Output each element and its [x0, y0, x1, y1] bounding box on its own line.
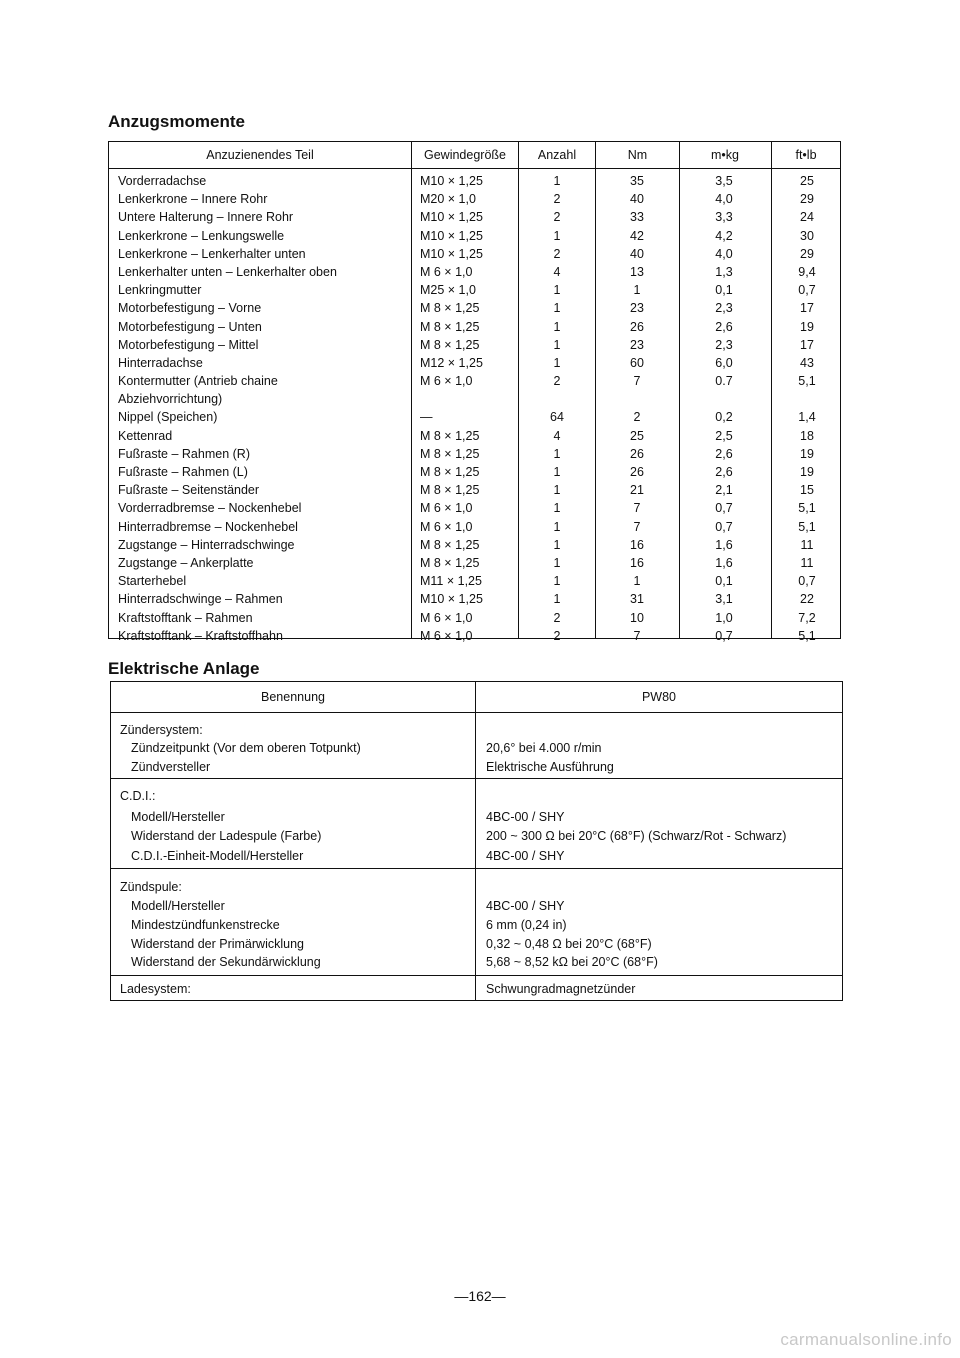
torque-mkg: 2,6: [715, 319, 733, 334]
quantity: 1: [553, 355, 561, 370]
torque-section-title: Anzugsmomente: [108, 112, 245, 131]
quantity: 2: [553, 628, 561, 643]
quantity: 1: [553, 592, 561, 607]
part-name: Starterhebel: [118, 574, 187, 589]
coil-secondary-label: Widerstand der Sekundärwicklung: [131, 955, 321, 969]
torque-ftlb: 19: [800, 319, 814, 334]
part-name: Kettenrad: [118, 428, 173, 443]
table-row: [109, 408, 840, 426]
cdi-unit-label: C.D.I.-Einheit-Modell/Hersteller: [131, 849, 304, 863]
row-divider: [111, 778, 842, 779]
torque-ftlb: 19: [800, 446, 814, 461]
table-row: [109, 299, 840, 317]
table-row: [109, 208, 840, 226]
torque-nm: 33: [630, 210, 644, 225]
torque-nm: 2: [633, 410, 641, 425]
thread-size: M10 × 1,25: [420, 246, 483, 261]
table-row: [109, 190, 840, 208]
ignition-timing-label: Zündzeitpunkt (Vor dem oberen Totpunkt): [131, 741, 361, 755]
watermark: carmanualsonline.info: [780, 1330, 952, 1349]
thread-size: M 8 × 1,25: [420, 428, 480, 443]
row-divider: [111, 712, 842, 713]
torque-mkg: 4,2: [715, 228, 733, 243]
cdi-model-label: Modell/Hersteller: [131, 810, 225, 824]
torque-nm: 23: [630, 301, 644, 316]
torque-mkg: 3,5: [715, 174, 733, 188]
part-name: Kraftstofftank – Kraftstoffhahn: [118, 628, 283, 643]
thread-size: M 6 × 1,0: [420, 628, 473, 643]
thread-size: M 8 × 1,25: [420, 337, 480, 352]
torque-nm: 25: [630, 428, 644, 443]
coil-model-value: 4BC-00 / SHY: [486, 899, 565, 913]
torque-ftlb: 17: [800, 337, 814, 352]
header-part: Anzuzienendes Teil: [206, 148, 314, 162]
thread-size: M 8 × 1,25: [420, 465, 480, 479]
part-name: Lenkerhalter unten – Lenkerhalter oben: [118, 264, 337, 279]
torque-mkg: 1,6: [715, 537, 733, 552]
part-name: Fußraste – Rahmen (R): [118, 446, 250, 461]
part-name: Motorbefestigung – Vorne: [118, 301, 262, 316]
cdi-unit-value: 4BC-00 / SHY: [486, 849, 565, 863]
quantity: 1: [553, 301, 561, 316]
group-charging-name: Ladesystem:: [120, 982, 191, 996]
thread-size: M 6 × 1,0: [420, 610, 473, 625]
thread-size: M12 × 1,25: [420, 355, 483, 370]
torque-ftlb: 5,1: [798, 519, 816, 534]
quantity: 1: [553, 519, 561, 534]
torque-nm: 1: [633, 283, 641, 298]
header-model: PW80: [641, 690, 677, 704]
quantity: 2: [553, 610, 561, 625]
quantity: 1: [553, 174, 561, 188]
torque-mkg: 0,1: [715, 574, 733, 589]
quantity: 1: [553, 337, 561, 352]
quantity: 4: [553, 428, 561, 443]
torque-nm: 7: [633, 374, 641, 389]
quantity: 2: [553, 246, 561, 261]
torque-nm: 40: [630, 192, 644, 207]
torque-nm: 40: [630, 246, 644, 261]
ignition-advancer-label: Zündversteller: [131, 760, 211, 774]
part-name: Kraftstofftank – Rahmen: [118, 610, 253, 625]
quantity: 1: [553, 483, 561, 498]
torque-mkg: 0,1: [715, 283, 733, 298]
ignition-advancer-value: Elektrische Ausführung: [486, 760, 614, 774]
thread-size: M 8 × 1,25: [420, 301, 480, 316]
torque-ftlb: 0,7: [798, 574, 816, 589]
torque-nm: 42: [630, 228, 644, 243]
thread-size: M20 × 1,0: [420, 192, 476, 207]
table-row: [109, 518, 840, 536]
torque-ftlb: 19: [800, 465, 814, 479]
quantity: 1: [553, 283, 561, 298]
torque-nm: 21: [630, 483, 644, 498]
header-designation: Benennung: [261, 690, 325, 704]
torque-mkg: 2,1: [715, 483, 733, 498]
part-name: Fußraste – Rahmen (L): [118, 465, 248, 479]
table-row: [109, 572, 840, 590]
row-divider: [111, 975, 842, 976]
torque-ftlb: 5,1: [798, 374, 816, 389]
thread-size: M 6 × 1,0: [420, 374, 473, 389]
thread-size: M 8 × 1,25: [420, 537, 480, 552]
torque-nm: 60: [630, 355, 644, 370]
part-name: Lenkerkrone – Innere Rohr: [118, 192, 268, 207]
torque-ftlb: 18: [800, 428, 814, 443]
quantity: 1: [553, 465, 561, 479]
table-row: [109, 499, 840, 517]
quantity: 64: [550, 410, 564, 425]
quantity: 1: [553, 501, 561, 516]
torque-mkg: 1,3: [715, 264, 733, 279]
torque-mkg: 0,7: [715, 628, 733, 643]
header-nm: Nm: [627, 148, 648, 162]
torque-ftlb: 29: [800, 246, 814, 261]
part-name: Hinterradschwinge – Rahmen: [118, 592, 283, 607]
part-name: Hinterradachse: [118, 355, 203, 370]
thread-size: M10 × 1,25: [420, 592, 483, 607]
quantity: 1: [553, 228, 561, 243]
coil-primary-label: Widerstand der Primärwicklung: [131, 937, 304, 951]
part-name: Fußraste – Seitenständer: [118, 483, 260, 498]
thread-size: M10 × 1,25: [420, 174, 483, 188]
part-name: Nippel (Speichen): [118, 410, 218, 425]
torque-mkg: 2,6: [715, 446, 733, 461]
table-row: [109, 354, 840, 372]
thread-size: M 8 × 1,25: [420, 483, 480, 498]
torque-nm: 26: [630, 319, 644, 334]
torque-ftlb: 29: [800, 192, 814, 207]
torque-ftlb: 43: [800, 355, 814, 370]
torque-rows: [109, 172, 840, 645]
torque-ftlb: 11: [800, 555, 814, 570]
coil-primary-value: 0,32 ~ 0,48 Ω bei 20°C (68°F): [486, 937, 652, 951]
torque-ftlb: 1,4: [798, 410, 816, 425]
coil-spark-gap-value: 6 mm (0,24 in): [486, 918, 567, 932]
part-name: Motorbefestigung – Unten: [118, 319, 262, 334]
torque-nm: 16: [630, 537, 644, 552]
coil-model-label: Modell/Hersteller: [131, 899, 225, 913]
part-name: Motorbefestigung – Mittel: [118, 337, 259, 352]
part-name: Lenkerkrone – Lenkerhalter unten: [118, 246, 306, 261]
thread-size: M10 × 1,25: [420, 210, 483, 225]
electrical-section-title: Elektrische Anlage: [108, 659, 260, 678]
torque-nm: 7: [633, 501, 641, 516]
torque-mkg: 3,1: [715, 592, 733, 607]
table-row: [109, 318, 840, 336]
cdi-charge-coil-value: 200 ~ 300 Ω bei 20°C (68°F) (Schwarz/Rot - Schwarz): [486, 829, 787, 843]
table-row: [109, 445, 840, 463]
table-row: [109, 554, 840, 572]
quantity: 1: [553, 446, 561, 461]
torque-nm: 26: [630, 465, 644, 479]
table-row: [109, 627, 840, 645]
torque-mkg: 3,3: [715, 210, 733, 225]
thread-size: M25 × 1,0: [420, 283, 476, 298]
table-row: [109, 372, 840, 390]
torque-table-header: [109, 142, 840, 169]
header-qty: Anzahl: [537, 148, 577, 162]
thread-size: —: [420, 410, 433, 425]
header-mkg: m•kg: [711, 148, 739, 162]
table-row: [109, 590, 840, 608]
torque-nm: 26: [630, 446, 644, 461]
table-row: [109, 427, 840, 445]
part-name: Abziehvorrichtung): [118, 392, 223, 407]
quantity: 1: [553, 319, 561, 334]
torque-ftlb: 30: [800, 228, 814, 243]
torque-table: [108, 141, 841, 643]
charging-value: Schwungradmagnetzünder: [486, 982, 636, 996]
torque-nm: 7: [633, 519, 641, 534]
table-row: [109, 481, 840, 499]
torque-nm: 31: [630, 592, 644, 607]
torque-nm: 13: [630, 264, 644, 279]
row-divider: [111, 868, 842, 869]
thread-size: M10 × 1,25: [420, 228, 483, 243]
table-row: [109, 336, 840, 354]
group-cdi-name: C.D.I.:: [120, 789, 156, 803]
quantity: 2: [553, 374, 561, 389]
part-name: Hinterradbremse – Nockenhebel: [118, 519, 298, 534]
quantity: 2: [553, 192, 561, 207]
torque-ftlb: 5,1: [798, 501, 816, 516]
torque-ftlb: 22: [800, 592, 814, 607]
table-row: [109, 463, 840, 481]
torque-ftlb: 24: [800, 210, 814, 225]
quantity: 1: [553, 574, 561, 589]
torque-nm: 1: [633, 574, 641, 589]
table-row: [109, 227, 840, 245]
torque-mkg: 0,7: [715, 501, 733, 516]
thread-size: M 6 × 1,0: [420, 519, 473, 534]
table-row: [109, 263, 840, 281]
table-row: [109, 390, 840, 408]
torque-ftlb: 7,2: [798, 610, 816, 625]
torque-ftlb: 17: [800, 301, 814, 316]
table-row: [109, 245, 840, 263]
table-row: [109, 281, 840, 299]
torque-mkg: 2,3: [715, 337, 733, 352]
quantity: 1: [553, 555, 561, 570]
ignition-timing-value: 20,6° bei 4.000 r/min: [486, 741, 602, 755]
table-row: [109, 172, 840, 190]
torque-ftlb: 11: [800, 537, 814, 552]
torque-ftlb: 5,1: [798, 628, 816, 643]
table-row: [109, 536, 840, 554]
torque-ftlb: 25: [800, 174, 814, 188]
thread-size: M11 × 1,25: [420, 574, 482, 589]
coil-secondary-value: 5,68 ~ 8,52 kΩ bei 20°C (68°F): [486, 955, 658, 969]
col-divider: [475, 682, 476, 1000]
part-name: Zugstange – Hinterradschwinge: [118, 537, 295, 552]
torque-mkg: 2,3: [715, 301, 733, 316]
torque-nm: 35: [630, 174, 644, 188]
torque-nm: 16: [630, 555, 644, 570]
torque-nm: 10: [630, 610, 644, 625]
torque-mkg: 6,0: [715, 355, 733, 370]
part-name: Lenkerkrone – Lenkungswelle: [118, 228, 285, 243]
part-name: Zugstange – Ankerplatte: [118, 555, 254, 570]
header-thread: Gewindegröße: [424, 148, 506, 162]
thread-size: M 8 × 1,25: [420, 446, 480, 461]
thread-size: M 8 × 1,25: [420, 555, 480, 570]
cdi-charge-coil-label: Widerstand der Ladespule (Farbe): [131, 829, 322, 843]
torque-mkg: 2,5: [715, 428, 733, 443]
part-name: Vorderradachse: [118, 174, 207, 188]
page-number: —162—: [454, 1288, 506, 1304]
torque-mkg: 2,6: [715, 465, 733, 479]
thread-size: M 6 × 1,0: [420, 501, 473, 516]
torque-mkg: 0,7: [715, 519, 733, 534]
quantity: 2: [553, 210, 561, 225]
torque-mkg: 1,0: [715, 610, 733, 625]
thread-size: M 8 × 1,25: [420, 319, 480, 334]
part-name: Untere Halterung – Innere Rohr: [118, 210, 294, 225]
cdi-model-value: 4BC-00 / SHY: [486, 810, 565, 824]
thread-size: M 6 × 1,0: [420, 264, 473, 279]
group-coil-name: Zündspule:: [120, 880, 182, 894]
torque-mkg: 4,0: [715, 246, 733, 261]
torque-mkg: 0,2: [715, 410, 733, 425]
group-ignition-name: Zündersystem:: [120, 723, 203, 737]
quantity: 1: [553, 537, 561, 552]
torque-ftlb: 9,4: [798, 264, 816, 279]
torque-ftlb: 15: [800, 483, 814, 498]
table-row: [109, 609, 840, 627]
part-name: Kontermutter (Antrieb chaine: [118, 374, 278, 389]
torque-mkg: 1,6: [715, 555, 733, 570]
header-ftlb: ft•lb: [795, 148, 817, 162]
torque-nm: 23: [630, 337, 644, 352]
part-name: Lenkringmutter: [118, 283, 202, 298]
electrical-table: [110, 681, 843, 1001]
torque-mkg: 0.7: [715, 374, 733, 389]
coil-spark-gap-label: Mindestzündfunkenstrecke: [131, 918, 280, 932]
torque-mkg: 4,0: [715, 192, 733, 207]
part-name: Vorderradbremse – Nockenhebel: [118, 501, 302, 516]
torque-nm: 7: [633, 628, 641, 643]
quantity: 4: [553, 264, 561, 279]
torque-ftlb: 0,7: [798, 283, 816, 298]
